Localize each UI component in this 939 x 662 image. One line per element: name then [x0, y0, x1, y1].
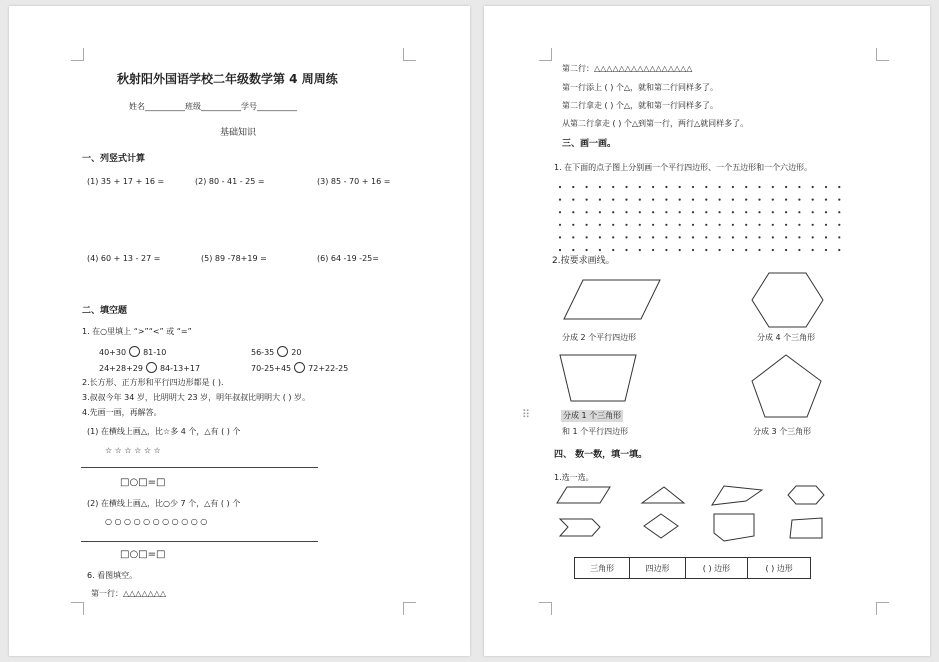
question: 2.按要求画线。	[552, 256, 615, 266]
comparison	[99, 346, 166, 358]
cmp-right: 72+22-25	[308, 364, 349, 373]
stars-row: ☆ ☆ ☆ ☆ ☆ ☆	[105, 446, 161, 455]
cmp-left: 56-35	[251, 348, 275, 357]
circles-row: ○ ○ ○ ○ ○ ○ ○ ○ ○ ○ ○	[105, 517, 208, 526]
triangle-shape	[642, 487, 684, 503]
table-cell[interactable]: ( ) 边形	[748, 558, 811, 579]
calc-item: (1) 35 + 17 + 16 =	[87, 177, 165, 186]
hexagon-shape	[788, 486, 824, 504]
triangle-row: 第一行：△△△△△△△	[91, 589, 167, 598]
quadrilateral-shape	[790, 518, 822, 538]
page-1	[9, 6, 470, 656]
question: 从第二行拿走 ( ) 个△到第一行，两行△就同样多了。	[562, 119, 749, 128]
page-2	[484, 6, 930, 656]
question: 6. 看图填空。	[87, 571, 138, 580]
question: 3.叔叔今年 34 岁，比明明大 23 岁，明年叔叔比明明大 ( ) 岁。	[82, 393, 311, 402]
caption: 分成 3 个三角形	[753, 427, 812, 436]
question: (1) 在横线上画△，比☆多 4 个，△有 ( ) 个	[87, 427, 241, 436]
crop-mark	[403, 48, 416, 61]
triangle-row: 第二行：△△△△△△△△△△△△△△△△	[562, 64, 693, 73]
parallelogram-shape	[557, 487, 610, 503]
formula: □○□=□	[120, 549, 166, 560]
question: 4.先画一画，再解答。	[82, 408, 162, 417]
info-line: 姓名__________班级__________学号__________	[129, 102, 297, 111]
caption: 分成 4 个三角形	[757, 333, 816, 342]
rhombus-shape	[644, 514, 678, 538]
section-heading: 四、 数一数，填一填。	[554, 450, 648, 460]
table-cell: 三角形	[575, 558, 630, 579]
question: 1. 在下面的点子图上分别画一个平行四边形、一个五边形和一个六边形。	[554, 163, 813, 172]
cmp-right: 84-13+17	[159, 364, 201, 373]
cmp-left: 24+28+29	[99, 364, 143, 373]
caption: 和 1 个平行四边形	[562, 427, 629, 436]
question: 2.长方形、正方形和平行四边形都是 ( ).	[82, 378, 224, 387]
table-cell: 四边形	[630, 558, 685, 579]
crop-mark	[539, 602, 552, 615]
comparison	[251, 362, 348, 374]
question: 第二行拿走 ( ) 个△，就和第一行同样多了。	[562, 101, 719, 110]
comparison	[251, 346, 301, 358]
comparison	[99, 362, 200, 374]
quadrilateral-shape	[712, 486, 762, 505]
pentagon-shape	[714, 514, 754, 541]
document-title: 秋射阳外国语学校二年级数学第 4 周周练	[117, 72, 338, 86]
question: 1. 在○里填上 “>”“<” 或 “=”	[82, 327, 192, 336]
cmp-left: 40+30	[99, 348, 127, 357]
shapes-to-classify	[484, 6, 930, 566]
crop-mark	[403, 602, 416, 615]
answer-line	[81, 467, 318, 468]
calc-item: (2) 80 - 41 - 25 =	[195, 177, 265, 186]
calc-item: (3) 85 - 70 + 16 =	[317, 177, 391, 186]
calc-item: (4) 60 + 13 - 27 =	[87, 254, 161, 263]
caption-selected[interactable]: 分成 1 个三角形	[563, 411, 622, 420]
blank-circle[interactable]	[294, 362, 305, 373]
cmp-right: 20	[291, 348, 302, 357]
hexagon-arrow-shape	[560, 519, 600, 536]
count-table	[574, 557, 811, 579]
question: 1.选一选。	[554, 473, 594, 482]
crop-mark	[71, 48, 84, 61]
question: (2) 在横线上画△，比○少 7 个，△有 ( ) 个	[87, 499, 241, 508]
caption: 分成 2 个平行四边形	[562, 333, 637, 342]
subtitle: 基础知识	[220, 128, 257, 138]
blank-circle[interactable]	[277, 346, 288, 357]
blank-circle[interactable]	[129, 346, 140, 357]
crop-mark	[876, 602, 889, 615]
calc-item: (5) 89 -78+19 =	[201, 254, 267, 263]
section-heading: 一、列竖式计算	[82, 154, 146, 164]
answer-line	[81, 541, 318, 542]
formula: □○□=□	[120, 477, 166, 488]
calc-item: (6) 64 -19 -25=	[317, 254, 379, 263]
question: 第一行添上 ( ) 个△，就和第二行同样多了。	[562, 83, 719, 92]
section-heading: 三、画一画。	[562, 139, 617, 149]
cmp-left: 70-25+45	[251, 364, 292, 373]
section-heading: 二、填空题	[82, 306, 128, 316]
drag-handle-icon[interactable]: ⠿	[522, 408, 530, 421]
table-cell[interactable]: ( ) 边形	[685, 558, 748, 579]
cmp-right: 81-10	[143, 348, 167, 357]
blank-circle[interactable]	[146, 362, 157, 373]
crop-mark	[71, 602, 84, 615]
